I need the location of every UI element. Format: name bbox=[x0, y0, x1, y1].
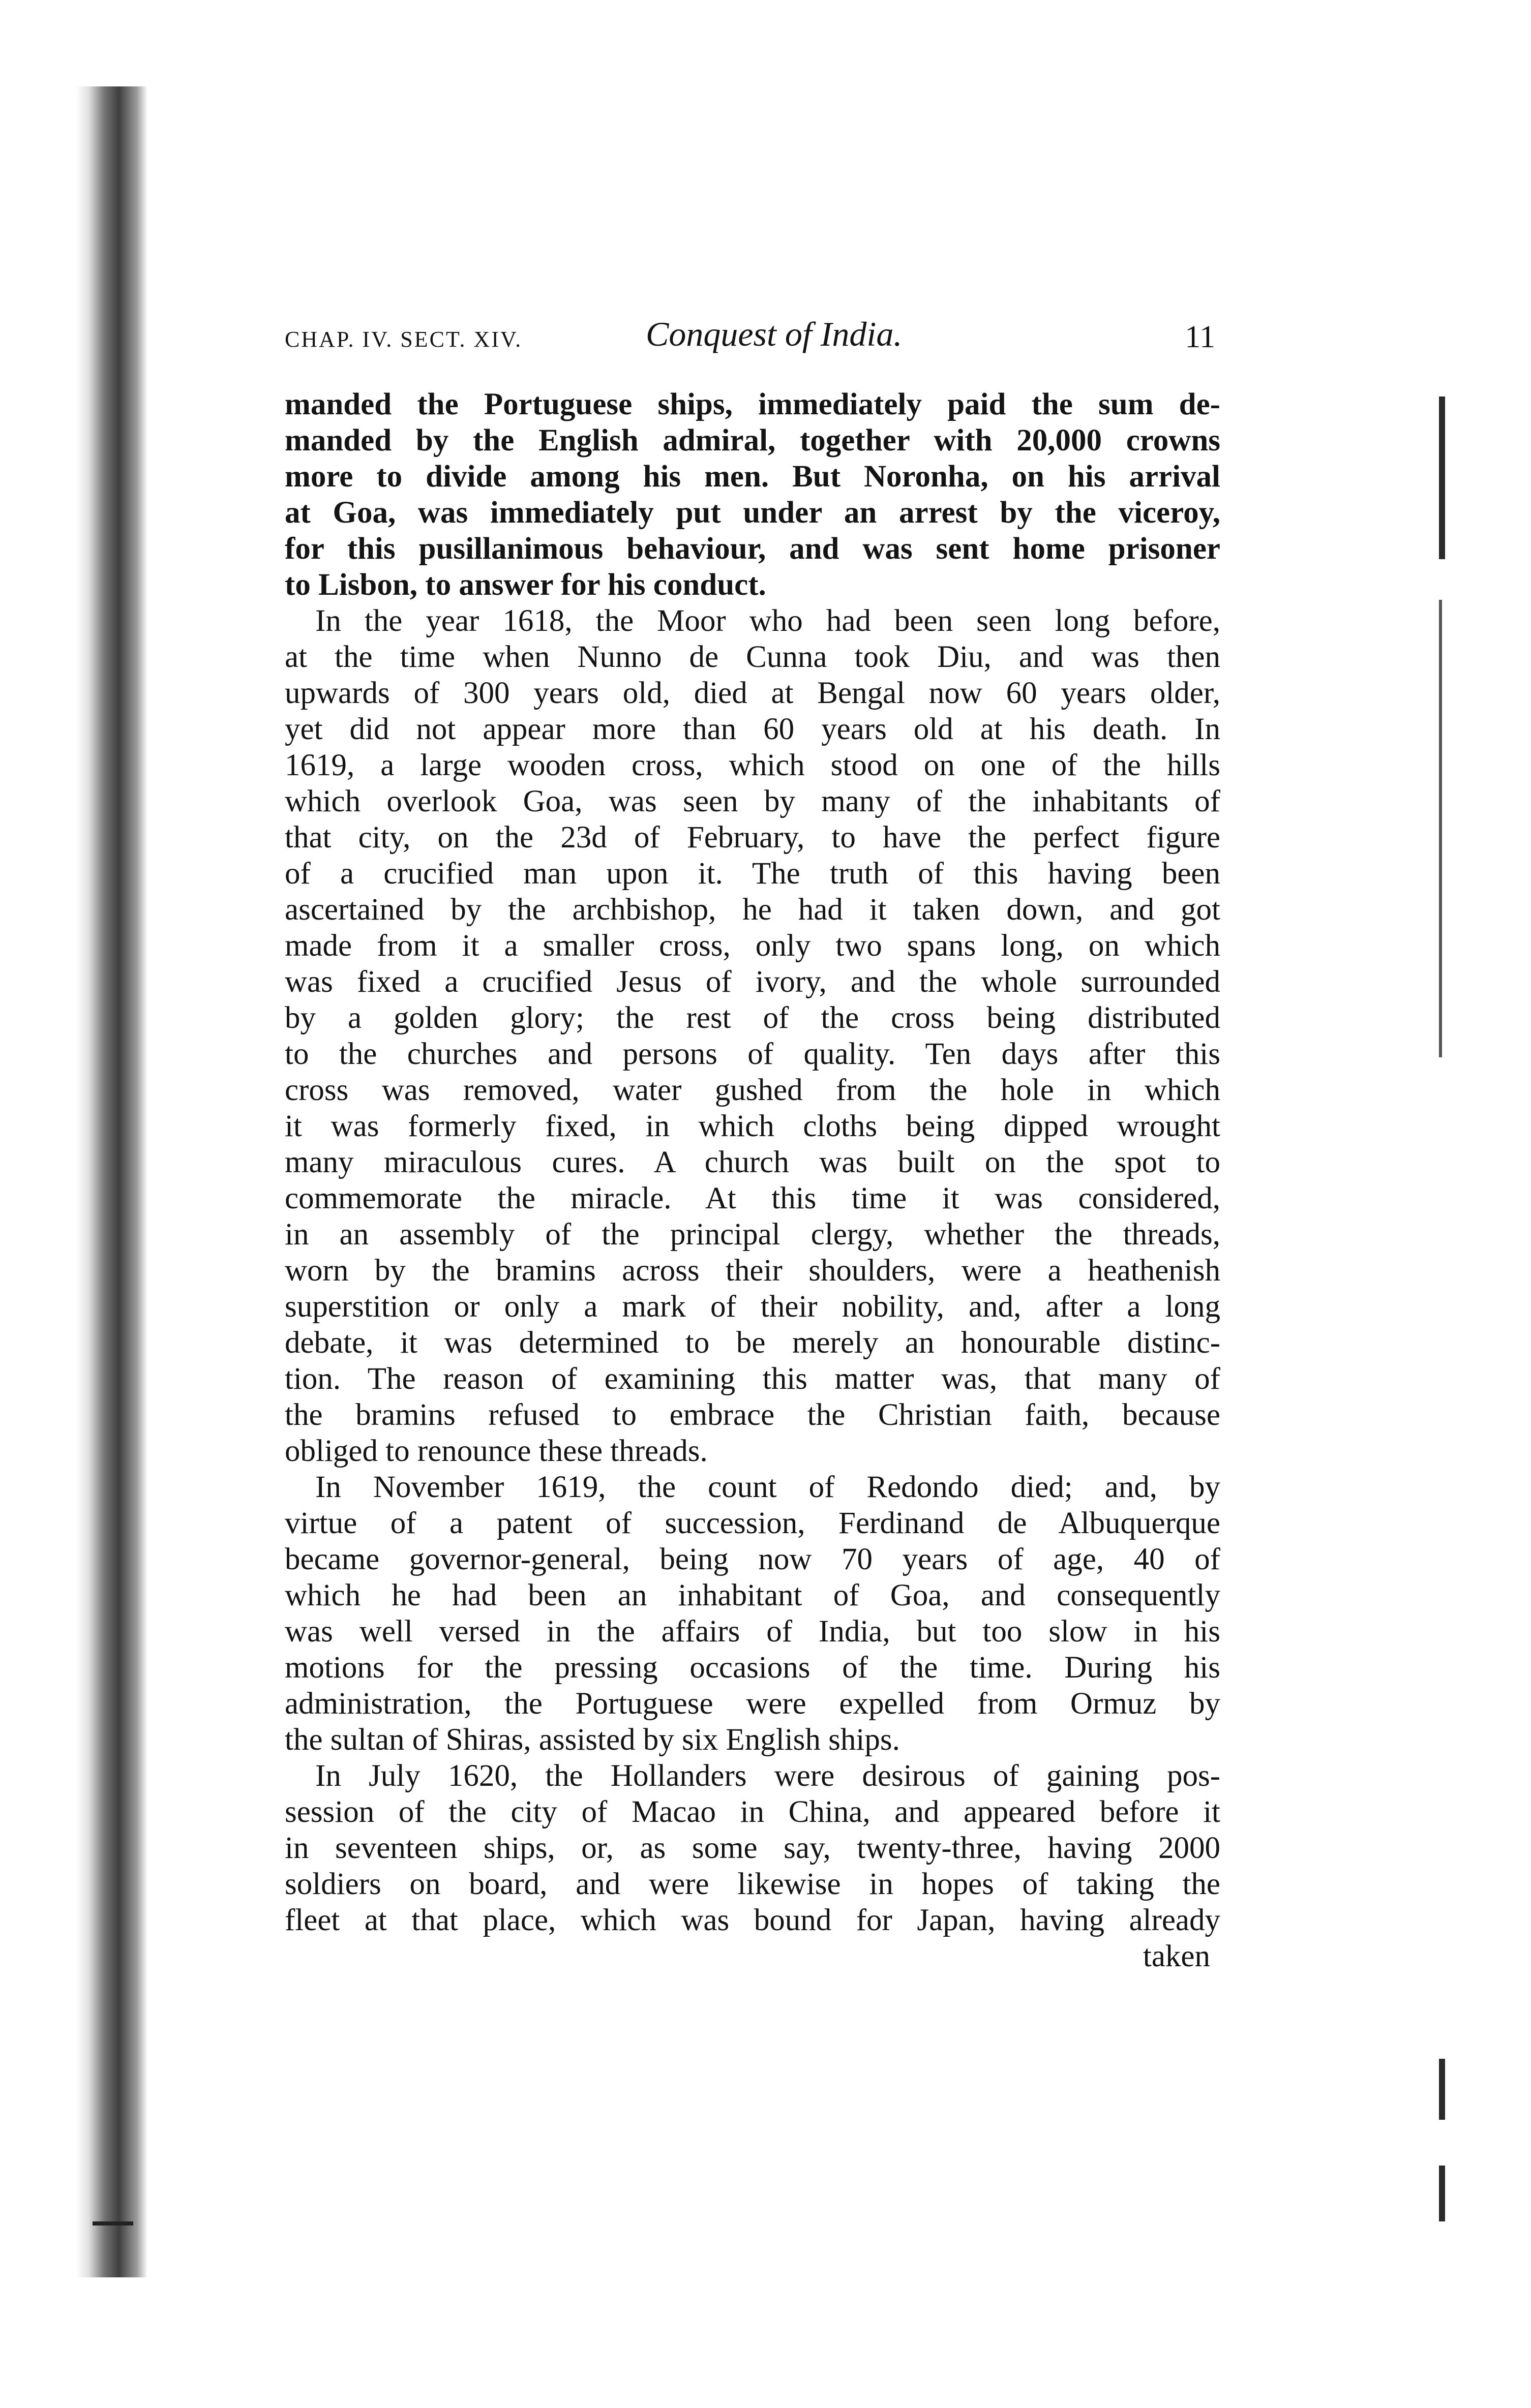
running-title: Conquest of India. bbox=[646, 315, 903, 353]
text-line: motions for the pressing occasions of the time. During his bbox=[285, 1651, 1220, 1685]
text-line: upwards of 300 years old, died at Bengal now 60 years older, bbox=[285, 676, 1220, 710]
text-line: the bramins refused to embrace the Christian faith, because bbox=[285, 1398, 1220, 1432]
text-line: was fixed a crucified Jesus of ivory, and the whole surrounded bbox=[285, 965, 1220, 999]
text-line: of a crucified man upon it. The truth of this having been bbox=[285, 857, 1220, 891]
text-line: was well versed in the affairs of India, but too slow in his bbox=[285, 1614, 1220, 1649]
catchword: taken bbox=[1143, 1939, 1210, 1973]
text-line: debate, it was determined to be merely an honourable distinc- bbox=[285, 1326, 1220, 1360]
page-edge-mark bbox=[1439, 397, 1445, 559]
text-line: yet did not appear more than 60 years old at his death. In bbox=[285, 712, 1220, 746]
chapter-section-label: CHAP. IV. SECT. XIV. bbox=[285, 327, 523, 352]
text-line: more to divide among his men. But Noronha, on his arrival bbox=[285, 460, 1220, 494]
text-line: fleet at that place, which was bound for Japan, having already bbox=[285, 1903, 1220, 1937]
text-line: became governor-general, being now 70 years of age, 40 of bbox=[285, 1542, 1220, 1576]
text-line: in an assembly of the principal clergy, whether the threads, bbox=[285, 1217, 1220, 1252]
text-line: made from it a smaller cross, only two spans long, on which bbox=[285, 929, 1220, 963]
text-line: at Goa, was immediately put under an arrest by the viceroy, bbox=[285, 496, 1220, 530]
text-line: many miraculous cures. A church was built on the spot to bbox=[285, 1145, 1220, 1179]
text-line: tion. The reason of examining this matter was, that many of bbox=[285, 1362, 1220, 1396]
text-line: In July 1620, the Hollanders were desirous of gaining pos- bbox=[315, 1759, 1220, 1793]
text-line: session of the city of Macao in China, and appeared before it bbox=[285, 1795, 1220, 1829]
text-line: superstition or only a mark of their nobility, and, after a long bbox=[285, 1290, 1220, 1324]
text-line: to the churches and persons of quality. Ten days after this bbox=[285, 1037, 1220, 1071]
text-line: cross was removed, water gushed from the hole in which bbox=[285, 1073, 1220, 1107]
text-line: that city, on the 23d of February, to have the perfect figure bbox=[285, 820, 1220, 855]
binding-edge-mark bbox=[93, 2221, 133, 2226]
text-line: which overlook Goa, was seen by many of the inhabitants of bbox=[285, 784, 1220, 818]
page-number: 11 bbox=[1185, 320, 1215, 354]
text-line: In November 1619, the count of Redondo died; and, by bbox=[315, 1470, 1220, 1504]
binding-shadow bbox=[76, 86, 147, 2277]
page-edge-mark bbox=[1439, 2166, 1445, 2221]
text-line: at the time when Nunno de Cunna took Diu, and was then bbox=[285, 640, 1220, 674]
text-line: ascertained by the archbishop, he had it taken down, and got bbox=[285, 893, 1220, 927]
page-edge-mark bbox=[1439, 2059, 1445, 2120]
text-line: 1619, a large wooden cross, which stood on one of the hills bbox=[285, 748, 1220, 782]
text-line: which he had been an inhabitant of Goa, and consequently bbox=[285, 1578, 1220, 1612]
text-line: manded the Portuguese ships, immediately paid the sum de- bbox=[285, 387, 1220, 421]
text-line: worn by the bramins across their shoulders, were a heathenish bbox=[285, 1254, 1220, 1288]
text-line: soldiers on board, and were likewise in hopes of taking the bbox=[285, 1867, 1220, 1901]
text-line: commemorate the miracle. At this time it was considered, bbox=[285, 1181, 1220, 1215]
page-edge-mark bbox=[1439, 600, 1442, 1057]
running-head bbox=[285, 314, 1215, 360]
text-line: obliged to renounce these threads. bbox=[285, 1434, 708, 1468]
text-line: to Lisbon, to answer for his conduct. bbox=[285, 568, 766, 602]
text-line: for this pusillanimous behaviour, and was sent home prisoner bbox=[285, 532, 1220, 566]
text-line: In the year 1618, the Moor who had been seen long before, bbox=[315, 604, 1220, 638]
text-line: the sultan of Shiras, assisted by six English ships. bbox=[285, 1723, 900, 1757]
text-line: manded by the English admiral, together with 20,000 crowns bbox=[285, 423, 1220, 458]
text-line: in seventeen ships, or, as some say, twenty-three, having 2000 bbox=[285, 1831, 1220, 1865]
text-line: it was formerly fixed, in which cloths being dipped wrought bbox=[285, 1109, 1220, 1143]
text-line: by a golden glory; the rest of the cross being distributed bbox=[285, 1001, 1220, 1035]
text-line: administration, the Portuguese were expelled from Ormuz by bbox=[285, 1687, 1220, 1721]
text-line: virtue of a patent of succession, Ferdinand de Albuquerque bbox=[285, 1506, 1220, 1540]
body-text bbox=[285, 386, 1220, 1974]
